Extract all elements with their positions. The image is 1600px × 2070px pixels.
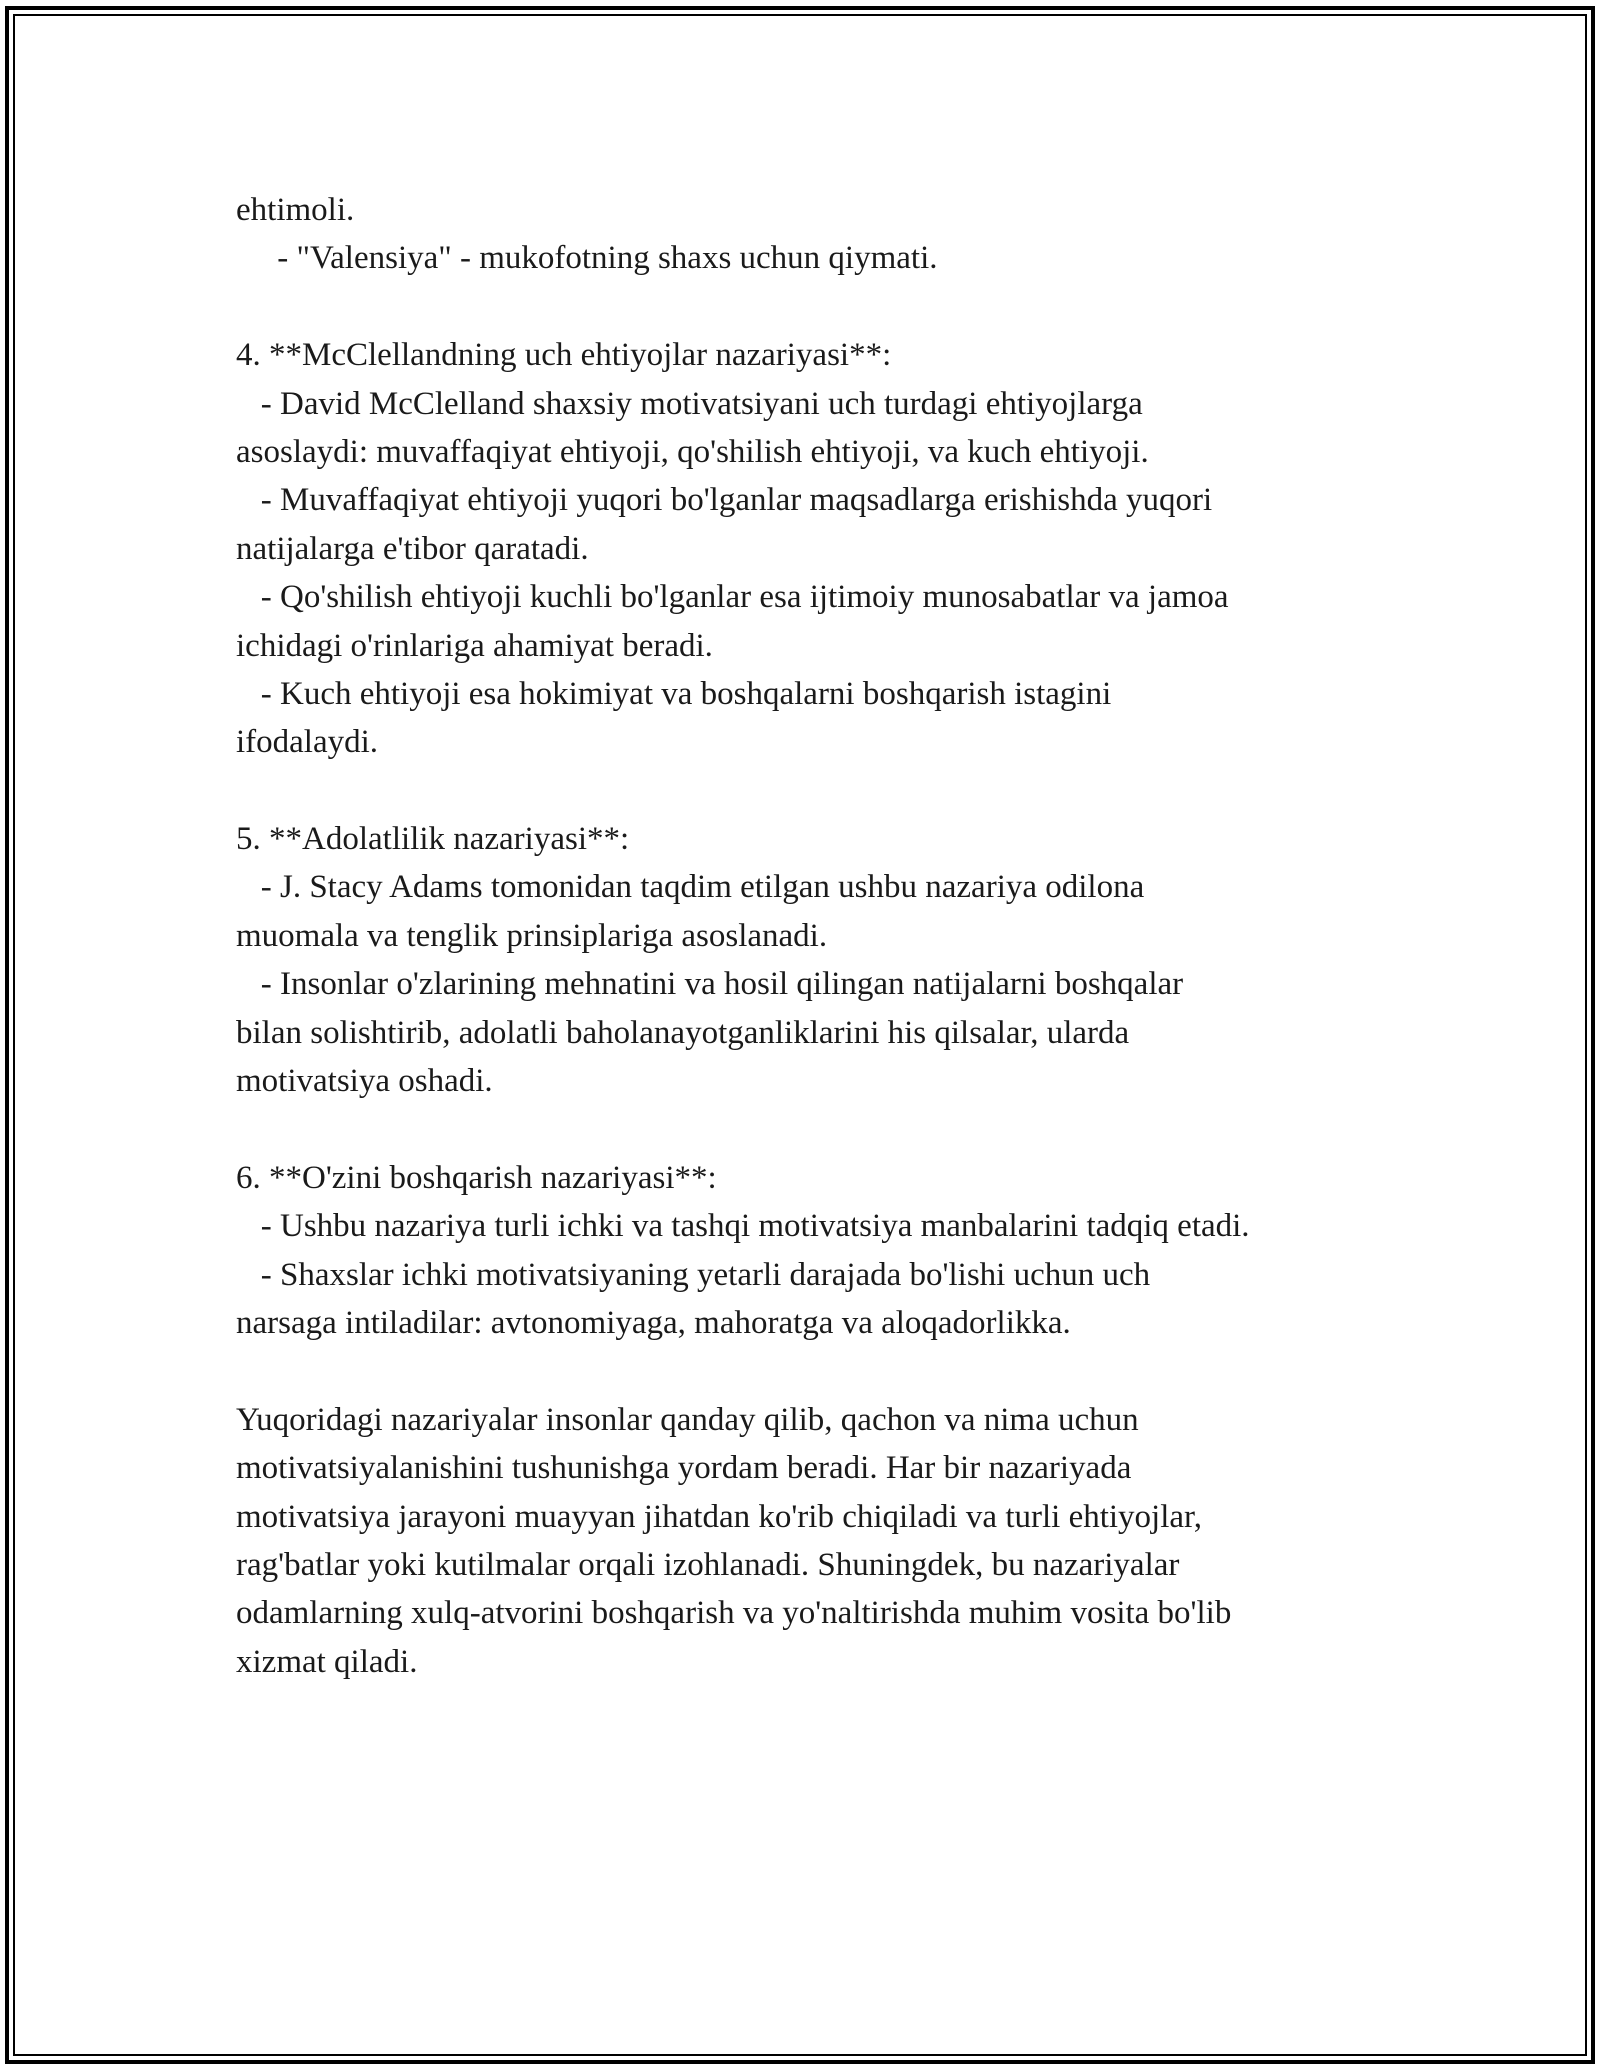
text-line: xizmat qiladi. — [236, 1643, 418, 1680]
text-line: - Kuch ehtiyoji esa hokimiyat va boshqalarni boshqarish istagini — [236, 675, 1112, 712]
text-line: asoslaydi: muvaffaqiyat ehtiyoji, qo'shilish ehtiyoji, va kuch ehtiyoji. — [236, 433, 1149, 470]
text-line: motivatsiya jarayoni muayyan jihatdan ko'rib chiqiladi va turli ehtiyojlar, — [236, 1498, 1202, 1535]
text-line: natijalarga e'tibor qaratadi. — [236, 530, 589, 567]
text-line: - J. Stacy Adams tomonidan taqdim etilgan ushbu nazariya odilona — [236, 869, 1145, 906]
text-line: rag'batlar yoki kutilmalar orqali izohlanadi. Shuningdek, bu nazariyalar — [236, 1546, 1180, 1583]
text-line: - Muvaffaqiyat ehtiyoji yuqori bo'lganlar maqsadlarga erishishda yuqori — [236, 482, 1213, 519]
text-line: motivatsiya oshadi. — [236, 1063, 493, 1100]
text-line: - Qo'shilish ehtiyoji kuchli bo'lganlar esa ijtimoiy munosabatlar va jamoa — [236, 579, 1229, 616]
text-line: ichidagi o'rinlariga ahamiyat beradi. — [236, 627, 713, 664]
text-line: - "Valensiya" - mukofotning shaxs uchun qiymati. — [236, 240, 938, 277]
text-line: - Ushbu nazariya turli ichki va tashqi motivatsiya manbalarini tadqiq etadi. — [236, 1208, 1250, 1245]
text-line: motivatsiyalanishini tushunishga yordam beradi. Har bir nazariyada — [236, 1450, 1132, 1487]
text-line: muomala va tenglik prinsiplariga asoslanadi. — [236, 917, 828, 954]
text-line: - David McClelland shaxsiy motivatsiyani uch turdagi ehtiyojlarga — [236, 385, 1143, 422]
document-body — [236, 186, 1396, 1686]
blank-line — [236, 1347, 1396, 1395]
text-line: bilan solishtirib, adolatli baholanayotganliklarini his qilsalar, ularda — [236, 1014, 1130, 1051]
blank-line — [236, 283, 1396, 331]
blank-line — [236, 767, 1396, 815]
text-line: - Shaxslar ichki motivatsiyaning yetarli darajada bo'lishi uchun uch — [236, 1256, 1151, 1293]
text-line: Yuqoridagi nazariyalar insonlar qanday qilib, qachon va nima uchun — [236, 1401, 1139, 1438]
section-heading: 6. **O'zini boshqarish nazariyasi**: — [236, 1159, 717, 1196]
text-line: ehtimoli. — [236, 192, 355, 228]
blank-line — [236, 1105, 1396, 1153]
text-line: - Insonlar o'zlarining mehnatini va hosil qilingan natijalarni boshqalar — [236, 966, 1184, 1003]
text-line: ifodalaydi. — [236, 724, 379, 761]
text-line: narsaga intiladilar: avtonomiyaga, mahoratga va aloqadorlikka. — [236, 1304, 1071, 1341]
section-heading: 4. **McClellandning uch ehtiyojlar nazariyasi**: — [236, 337, 892, 374]
text-line: odamlarning xulq-atvorini boshqarish va yo'naltirishda muhim vosita bo'lib — [236, 1595, 1232, 1632]
section-heading: 5. **Adolatlilik nazariyasi**: — [236, 821, 630, 858]
